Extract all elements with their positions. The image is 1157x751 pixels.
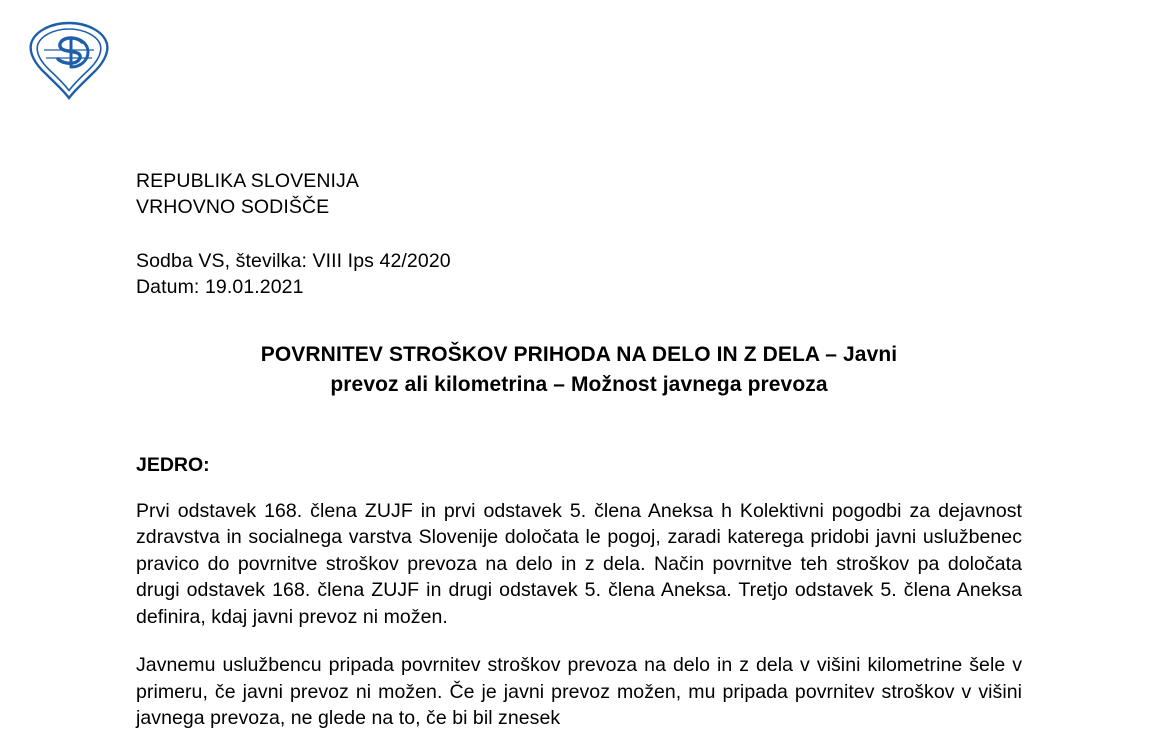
- institution-country: REPUBLIKA SLOVENIJA: [136, 170, 359, 192]
- core-paragraph-2: Javnemu uslužbencu pripada povrnitev stroškov prevoza na delo in z dela v višini kilometrine šele v primeru, če javni prevoz ni možen. Če je javni prevoz možen, mu pripada povrnitev stroškov v višini javnega prevoza, ne glede na to, če bi bil znesek: [136, 654, 1022, 729]
- case-number: Sodba VS, številka: VIII Ips 42/2020: [136, 250, 451, 272]
- institution-header: [136, 168, 1022, 220]
- document-page: [136, 0, 1022, 751]
- core-paragraph-1: Prvi odstavek 168. člena ZUJF in prvi odstavek 5. člena Aneksa h Kolektivni pogodbi za dejavnost zdravstva in socialnega varstva Slovenije določata le pogoj, zaradi katerega pridobi javni uslužbenec pravico do povrnitve stroškov prevoza na delo in z dela. Način povrnitve teh stroškov pa določata drugi odstavek 168. člena ZUJF in drugi odstavek 5. člena Aneksa. Tretjo odstavek 5. člena Aneksa definira, kdaj javni prevoz ni možen.: [136, 499, 1022, 628]
- page-title-line2: prevoz ali kilometrina – Možnost javnega prevoza: [330, 373, 828, 396]
- document-meta: [136, 248, 1022, 300]
- document-date: Datum: 19.01.2021: [136, 276, 304, 298]
- page-title-line1: POVRNITEV STROŠKOV PRIHODA NA DELO IN Z DELA – Javni: [260, 343, 898, 366]
- institution-court: VRHOVNO SODIŠČE: [136, 196, 330, 218]
- page-title: [136, 340, 1022, 400]
- core-section: [136, 452, 1022, 732]
- core-section-label: JEDRO:: [136, 454, 210, 476]
- court-emblem-logo: [24, 20, 114, 102]
